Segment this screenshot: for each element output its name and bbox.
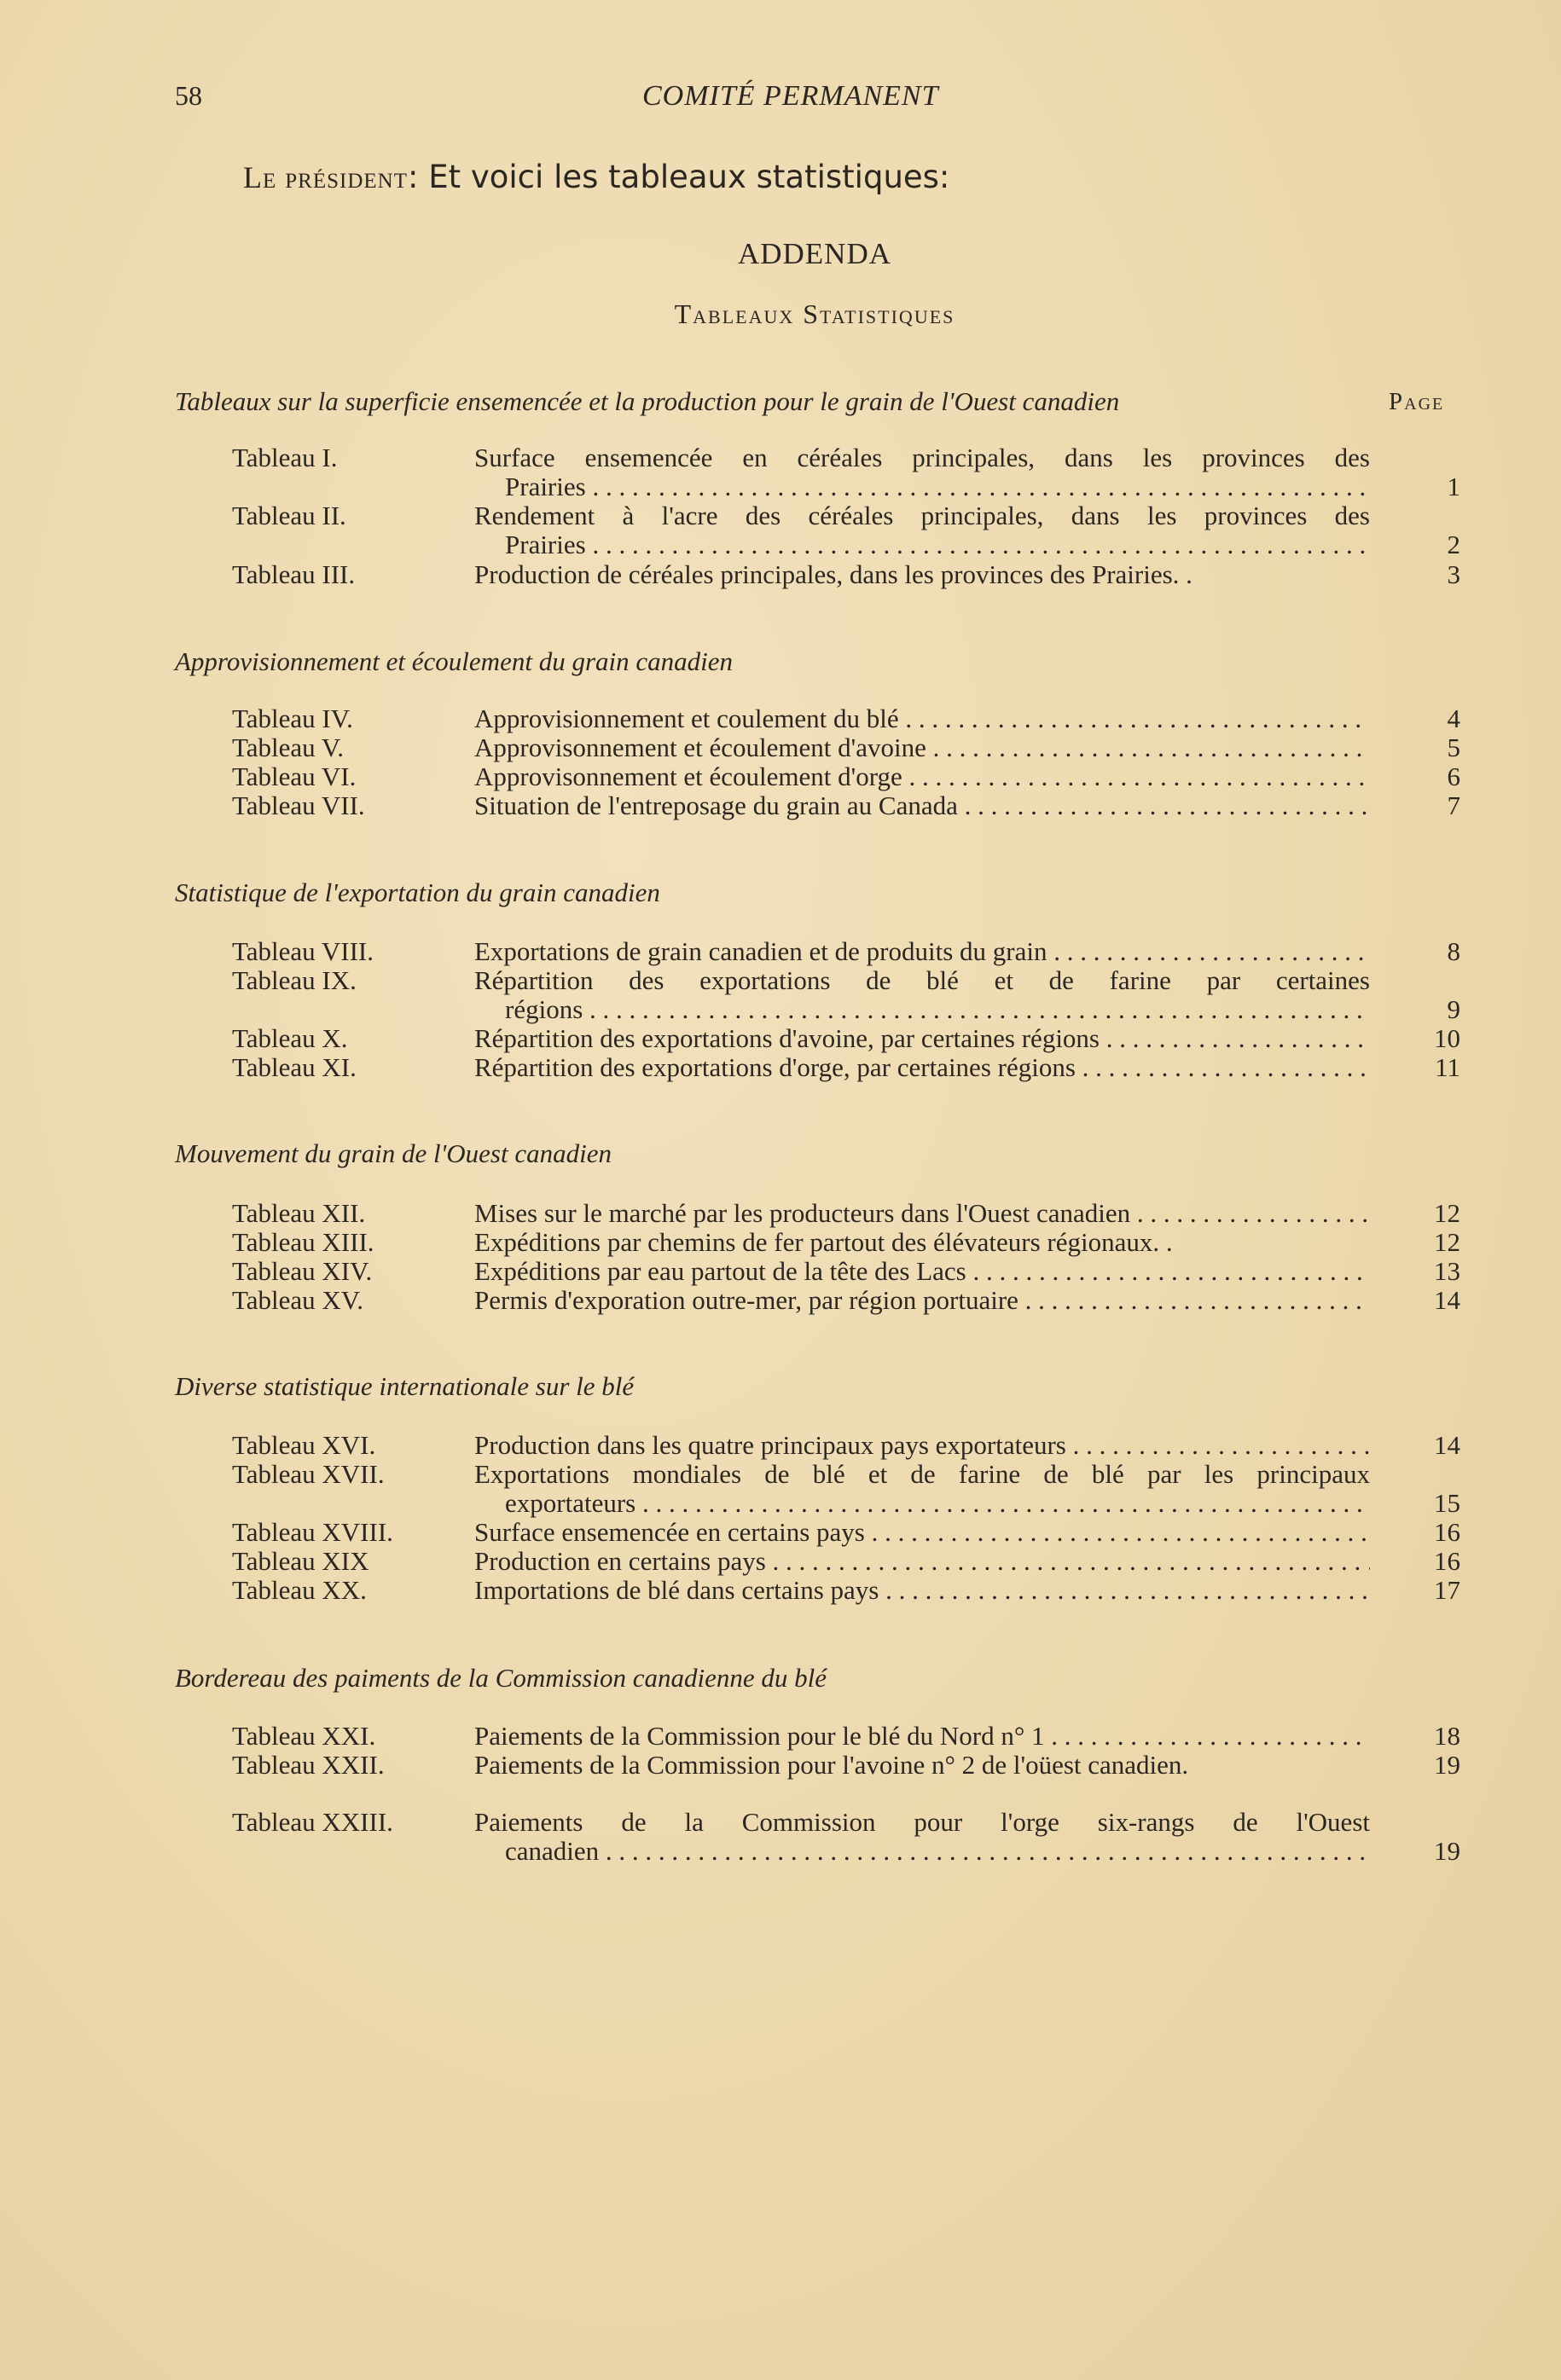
page-ref: 18 [1434,1721,1460,1751]
page-ref: 16 [1434,1546,1460,1576]
table-label: Tableau II. [232,501,346,530]
page-ref: 11 [1435,1052,1460,1082]
page-ref: 12 [1434,1198,1460,1228]
page-header [175,80,1454,123]
page-ref: 8 [1447,936,1460,966]
page-ref: 19 [1434,1836,1460,1866]
speaker-name: Le président [243,160,408,194]
table-description: Répartition des exportations d'avoine, par certaines régions . . . [474,1024,1370,1053]
page-ref: 2 [1447,530,1460,559]
page-ref: 3 [1447,559,1460,589]
table-label: Tableau XIV. [232,1256,373,1286]
section-title: Approvisionnement et écoulement du grain canadien [175,646,733,676]
table-description: Production dans les quatre principaux pays exportateurs . . . [474,1431,1370,1460]
table-description: Production en certains pays . . . [474,1547,1370,1576]
table-label: Tableau VI. [232,761,357,791]
table-label: Tableau XV. [232,1285,363,1315]
page-ref: 10 [1434,1023,1460,1053]
table-label: Tableau V. [232,733,344,762]
page-ref: 7 [1447,790,1460,820]
page-ref: 14 [1434,1285,1460,1315]
table-description: Expéditions par eau partout de la tête des Lacs . . . [474,1257,1370,1286]
section-title: Bordereau des paiments de la Commission canadienne du blé [175,1663,827,1693]
table-description: Paiements de la Commission pour l'avoine n° 2 de l'oüest canadien. [474,1751,1189,1780]
page-ref: 5 [1447,733,1460,762]
table-description: Surface ensemencée en céréales principales, dans les provinces des Prairies . . . [474,443,1370,501]
table-description: Paiements de la Commission pour l'orge six-rangs de l'Ouest canadien . . . [474,1808,1370,1866]
running-head: COMITÉ PERMANENT [642,80,939,112]
section-title: Mouvement du grain de l'Ouest canadien [175,1138,612,1168]
table-label: Tableau XVI. [232,1430,376,1460]
table-label: Tableau XIX [232,1546,369,1576]
table-label: Tableau XXIII. [232,1807,393,1837]
table-description: Approvisonnement et écoulement d'orge . . . [474,762,1370,791]
table-label: Tableau XXII. [232,1750,385,1780]
table-label: Tableau XX. [232,1575,367,1605]
table-description: Répartition des exportations de blé et de farine par certaines régions . . . [474,966,1370,1024]
table-description: Répartition des exportations d'orge, par certaines régions . . . [474,1053,1370,1082]
page-ref: 1 [1447,472,1460,501]
table-label: Tableau IX. [232,965,357,995]
table-label: Tableau III. [232,559,356,589]
page-ref: 9 [1447,994,1460,1024]
table-description: Situation de l'entreposage du grain au Canada . . . [474,791,1370,820]
page-ref: 15 [1434,1488,1460,1518]
page-ref: 16 [1434,1517,1460,1547]
intro-text: : Et voici les tableaux statistiques: [408,159,950,195]
addenda-subtitle: Tableaux Statistiques [674,298,955,329]
table-description: Expéditions par chemins de fer partout des élévateurs régionaux. . [474,1228,1173,1257]
table-label: Tableau VII. [232,790,365,820]
table-description: Exportations mondiales de blé et de farine de blé par les principaux exportateurs . . . [474,1460,1370,1518]
table-description: Mises sur le marché par les producteurs dans l'Ouest canadien . . . [474,1199,1370,1228]
table-label: Tableau X. [232,1023,348,1053]
table-description: Importations de blé dans certains pays . . . [474,1576,1370,1605]
table-label: Tableau VIII. [232,936,374,966]
page-number: 58 [175,80,202,111]
table-label: Tableau XIII. [232,1227,374,1257]
table-label: Tableau XI. [232,1052,357,1082]
table-description: Permis d'exporation outre-mer, par région portuaire . . . [474,1286,1370,1315]
table-label: Tableau XXI. [232,1721,376,1751]
section-title: Diverse statistique internationale sur le blé [175,1371,635,1401]
section-title: Tableaux sur la superficie ensemencée et la production pour le grain de l'Ouest canadien [175,386,1120,416]
page-ref: 14 [1434,1430,1460,1460]
addenda-title: ADDENDA [737,237,892,270]
table-description: Surface ensemencée en certains pays . . . [474,1518,1370,1547]
table-label: Tableau XVII. [232,1459,385,1489]
table-description: Rendement à l'acre des céréales principales, dans les provinces des Prairies . . . [474,501,1370,559]
page-ref: 6 [1447,761,1460,791]
table-label: Tableau XVIII. [232,1517,393,1547]
page-column-label: Page [1389,388,1445,415]
table-label: Tableau I. [232,443,338,472]
section-title: Statistique de l'exportation du grain canadien [175,877,660,907]
table-description: Production de céréales principales, dans les provinces des Prairies. . [474,560,1193,589]
table-description: Approvisionnement et coulement du blé . . . [474,704,1370,733]
page-ref: 4 [1447,704,1460,733]
page-ref: 12 [1434,1227,1460,1257]
table-label: Tableau XII. [232,1198,366,1228]
table-description: Paiements de la Commission pour le blé du Nord n° 1 . . . [474,1722,1370,1751]
page-ref: 13 [1434,1256,1460,1286]
page-ref: 17 [1434,1575,1460,1605]
intro-line [243,159,949,195]
page-ref: 19 [1434,1750,1460,1780]
table-description: Approvisonnement et écoulement d'avoine . . . [474,733,1370,762]
table-description: Exportations de grain canadien et de produits du grain . . . [474,937,1370,966]
table-label: Tableau IV. [232,704,353,733]
